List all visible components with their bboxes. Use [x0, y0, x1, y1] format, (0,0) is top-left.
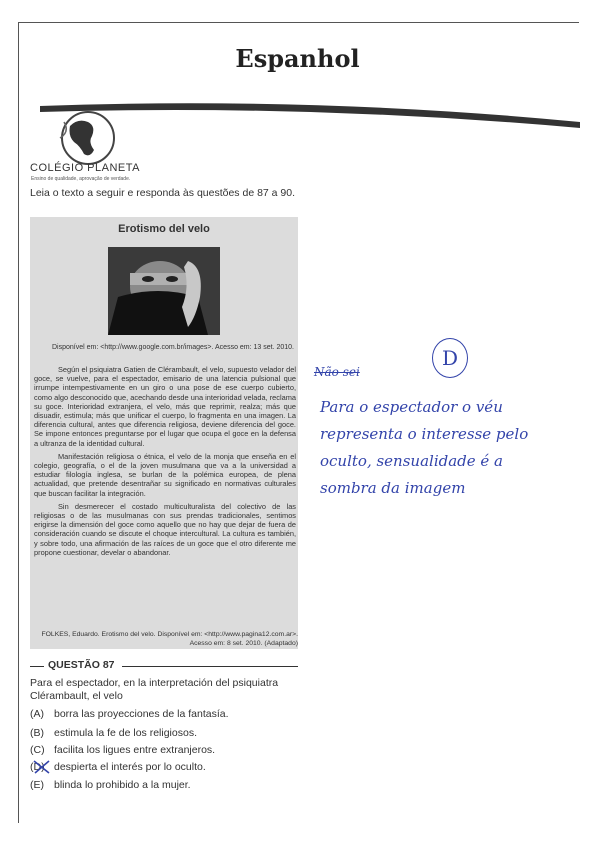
- logo-tagline: Ensino de qualidade, aprovação de verdade.: [31, 176, 131, 182]
- article-box: [30, 217, 298, 649]
- handwritten-note-line: oculto, sensualidade é a: [320, 452, 503, 470]
- article-body: [34, 365, 296, 561]
- page-title: Espanhol: [235, 44, 360, 73]
- option-b[interactable]: (B) estimula la fe de los religiosos.: [30, 727, 197, 739]
- logo-name: COLÉGIO PLANETA: [30, 162, 140, 174]
- handwritten-note-line: representa o interesse pelo: [320, 425, 529, 443]
- intro-text: Leia o texto a seguir e responda às questões de 87 a 90.: [30, 187, 296, 199]
- image-credit: Disponível em: <http://www.google.com.br/images>. Acesso em: 13 set. 2010.: [51, 344, 294, 351]
- circled-answer: D: [432, 338, 468, 378]
- article-paragraph: Sin desmerecer el costado multiculturalista del colectivo de las religiosas o de las musulmanas con sus prendas tradicionales, sentimos erigirse la dimensión del goce como aquello que no hay que dejar de fuera de consideración cuando se discute el choque intercultural. La cultura es también, y sobre todo, una afirmación de las raíces de un goce que el otro diferente me propone cuestionar, develar o abandonar.: [34, 501, 296, 557]
- handwritten-note-line: sombra da imagem: [320, 479, 466, 497]
- question-label: QUESTÃO 87: [48, 659, 115, 671]
- article-paragraph: Manifestación religiosa o étnica, el velo de la monja que enseña en el colegio, geografía, o el de la joven musulmana que va a la universidad a estudiar filología inglesa, se burlan de la polémica europea, de plena actualidad, que pretende desentrañar su significado en normativas culturales que buscan facilitar la integración.: [34, 451, 296, 498]
- option-a[interactable]: (A) borra las proyecciones de la fantasía.: [30, 708, 229, 720]
- option-d-mark-icon: [32, 758, 52, 776]
- question-header: [30, 659, 298, 673]
- veiled-woman-photo: [108, 247, 220, 335]
- article-source: FOLKES, Eduardo. Erotismo del velo. Disponível em: <http://www.pagina12.com.ar>. Acesso em: 8 set. 2010. (Adaptado): [41, 631, 298, 647]
- option-d[interactable]: (D) despierta el interés por lo oculto.: [30, 761, 206, 773]
- option-c[interactable]: (C) facilita los ligues entre extranjeros.: [30, 744, 216, 756]
- article-paragraph: Según el psiquiatra Gatien de Clérambault, el velo, supuesto velador del goce, se vuelve, para el espectador, emisario de una latencia pulsional que irrumpe intempestivamente en un giro o una pose de ese cuerpo cubierto, como algo desconocido que, acechando desde una interioridad velada, reclama su goce. Interioridad extranjera, el velo, más que reprimir, realza; más que disuadir, estimula; más que unificar el cuerpo, lo fragmenta en una imagen. La diferencia cultural, antes que diferencia religiosa, deviene diferencia del goce. Se impone entonces preguntarse por el lugar que ocupa el goce en la defensa a ultranza de la identidad cultural.: [34, 365, 296, 448]
- handwritten-note-line: Para o espectador o véu: [320, 398, 503, 416]
- question-stem: Para el espectador, en la interpretación del psiquiatra Clérambault, el velo: [30, 677, 279, 702]
- option-e[interactable]: (E) blinda lo prohibido a la mujer.: [30, 779, 191, 791]
- article-title: Erotismo del velo: [118, 223, 210, 235]
- crossed-out-note: Não sei: [314, 365, 360, 379]
